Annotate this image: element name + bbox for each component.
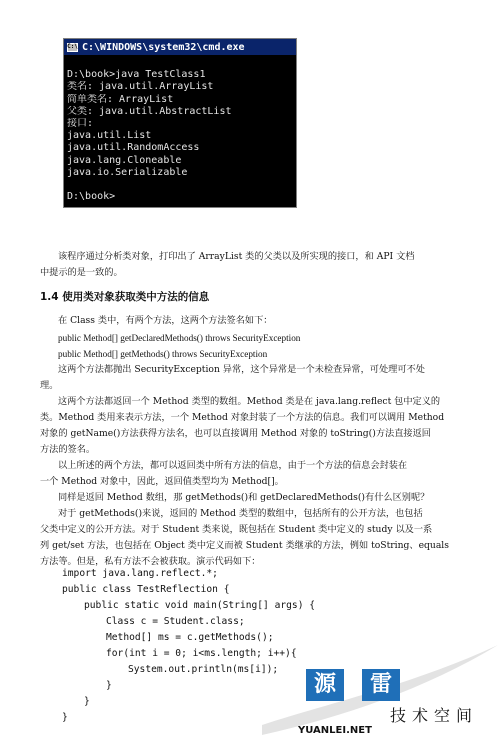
code-line: System.out.println(ms[i]); (128, 664, 279, 675)
cmd-title-bar (64, 39, 296, 55)
method-signature: public Method[] getDeclaredMethods() throws SecurityException (58, 333, 301, 343)
body-line: 列 get/set 方法，也包括在 Object 类中定义而被 Student 类继承的方法，例如 toString、equals (40, 540, 449, 551)
cmd-line: D:\book> (67, 191, 116, 203)
paragraph-line: 该程序通过分析类对象，打印出了 ArrayList 类的父类以及所实现的接口，和 API 文档 (58, 251, 415, 262)
code-line: } (106, 680, 112, 691)
body-line: 对象的 getName()方法获得方法名，也可以直接调用 Method 对象的 toString()方法直接返回 (40, 428, 431, 439)
logo-char-yuan: 源 (306, 669, 344, 701)
cmd-line: java.util.RandomAccess (67, 142, 200, 154)
body-line: 一个 Method 对象中，因此，返回值类型均为 Method[]。 (40, 476, 284, 487)
cmd-line (67, 179, 293, 191)
watermark-logo (262, 645, 502, 745)
section-title: 使用类对象获取类中方法的信息 (62, 291, 210, 303)
cmd-line: 接口: (67, 117, 94, 129)
section-heading (40, 289, 209, 304)
body-line: 这两个方法都返回一个 Method 类型的数组。Method 类是在 java.lang.reflect 包中定义的 (58, 396, 441, 407)
body-line: 理。 (40, 380, 59, 391)
code-line: import java.lang.reflect.*; (62, 568, 218, 579)
code-line: Method[] ms = c.getMethods(); (106, 632, 274, 643)
code-line: for(int i = 0; i<ms.length; i++){ (106, 648, 297, 659)
code-line: public static void main(String[] args) { (84, 600, 316, 611)
body-line: 这两个方法都抛出 SecurityException 异常，这个异常是一个未检查异常，可处理可不处 (58, 364, 425, 375)
body-line: 同样是返回 Method 数组，那 getMethods()和 getDeclaredMethods()有什么区别呢？ (58, 492, 430, 503)
body-line: 在 Class 类中，有两个方法，这两个方法签名如下： (58, 315, 273, 326)
code-line: } (62, 712, 68, 723)
logo-tagline: 技术空间 (390, 706, 479, 725)
cmd-line: java.util.List (67, 130, 152, 142)
paragraph-line: 中提示的是一致的。 (40, 267, 123, 278)
cmd-line: java.lang.Cloneable (67, 154, 182, 166)
body-line: 类。Method 类用来表示方法，一个 Method 对象封装了一个方法的信息。我们可以调用 Method (40, 412, 445, 423)
body-line: 对于 getMethods()来说，返回的 Method 类型的数组中，包括所有的公开方法，也包括 (58, 508, 423, 519)
code-line: public class TestReflection { (62, 584, 230, 595)
cmd-line (67, 57, 293, 69)
cmd-window-icon: C:\ (67, 43, 78, 50)
cmd-title: C:\WINDOWS\system32\cmd.exe (82, 41, 245, 53)
body-line: 父类中定义的公开方法。对于 Student 类来说，既包括在 Student 类中定义的 study 以及一系 (40, 524, 433, 535)
cmd-line: 类名: java.util.ArrayList (67, 81, 214, 93)
cmd-line: 简单类名: ArrayList (67, 93, 174, 105)
section-number: 1.4 (40, 291, 59, 303)
method-signature: public Method[] getMethods() throws SecurityException (58, 349, 268, 359)
cmd-output (64, 55, 296, 203)
cmd-line: java.io.Serializable (67, 166, 188, 178)
body-line: 方法的签名。 (40, 444, 96, 455)
body-line: 以上所述的两个方法，都可以返回类中所有方法的信息，由于一个方法的信息会封装在 (58, 460, 408, 471)
body-line: 方法等。但是，私有方法不会被获取。演示代码如下： (40, 556, 261, 567)
cmd-window (63, 38, 297, 208)
logo-char-lei: 雷 (362, 669, 400, 701)
cmd-line: D:\book>java TestClass1 (67, 69, 206, 81)
logo-url: YUANLEI.NET (298, 725, 372, 736)
code-line: Class c = Student.class; (106, 616, 245, 627)
code-line: } (84, 696, 90, 707)
cmd-line: 父类: java.util.AbstractList (67, 105, 232, 117)
